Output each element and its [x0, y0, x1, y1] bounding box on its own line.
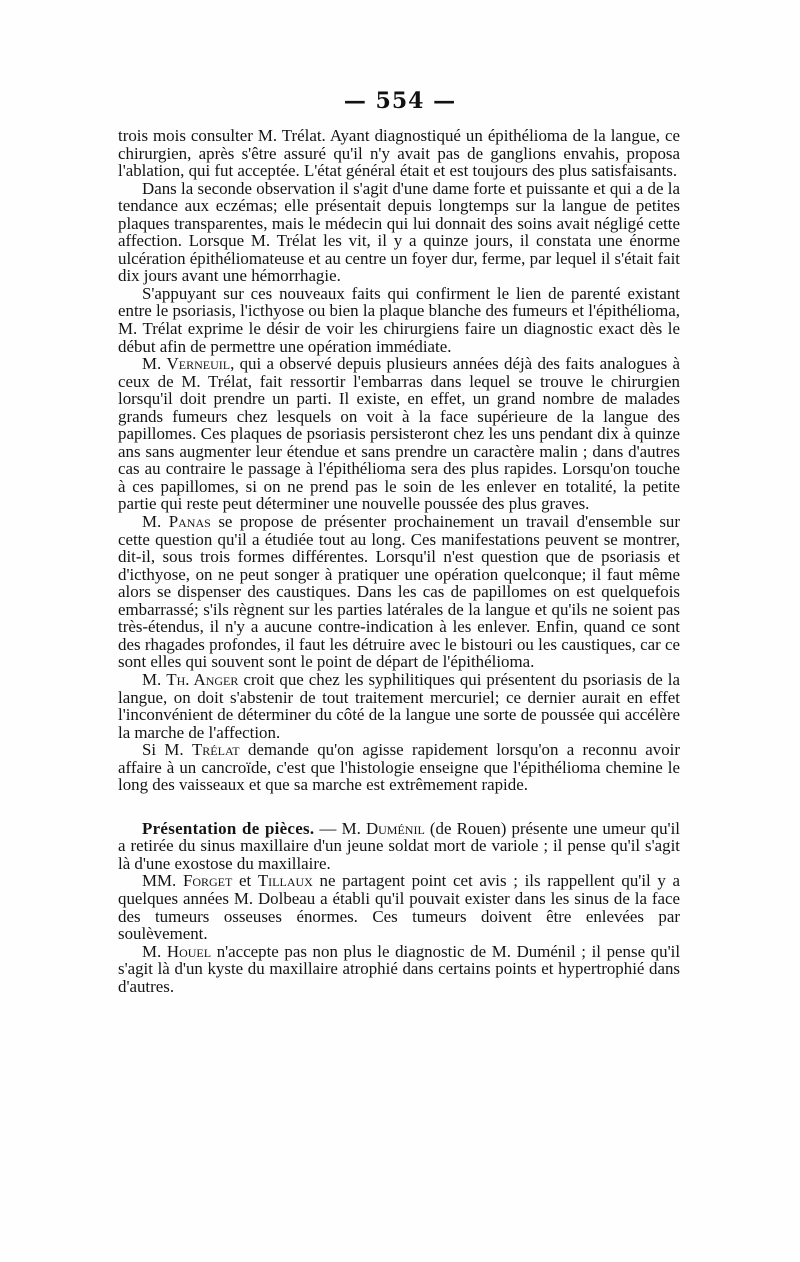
speaker-lead: — M. — [314, 818, 366, 838]
paragraph-houel — [118, 943, 680, 996]
paragraph-presentation-pieces — [118, 820, 680, 873]
connector-text: et — [232, 871, 258, 891]
speaker-lead: M. — [142, 354, 167, 374]
paragraph-text: croit que chez les syphilitiques qui présentent du psoriasis de la langue, on doit s'abstenir de tout traitement mercuriel; ce dernier aurait en effet l'inconvénient de déterminer du côté de la langue une sorte de poussée qui accélère la marche de l'affection. — [118, 669, 680, 742]
paragraph-text: se propose de présenter prochainement un travail d'ensemble sur cette question qu'il a étudiée tout au long. Ces manifestations peuvent se montrer, dit-il, sous trois formes différentes. Lorsqu'il n'est question que de psoriasis et d'icthyose, on ne peut songer à pratiquer une opération quelconque; il faut même alors se dispenser des caustiques. Dans les cas de papillomes on est quelquefois embarrassé; s'ils règnent sur les parties latérales de la langue et qu'ils ne soient pas très-étendus, il n'y a aucune contre-indication à les enlever. Enfin, quand ce sont des rhagades profondes, il faut les détruire avec le bistouri ou les caustiques, car ce sont elles qui souvent sont le point de départ de l'épithélioma. — [118, 512, 681, 672]
paragraph-text: (de Rouen) présente une umeur qu'il a retirée du sinus maxillaire d'un jeune soldat mort de variole ; il pense qu'il s'agit là d'une exostose du maxillaire. — [118, 818, 680, 873]
speaker-lead: M. — [142, 669, 167, 689]
speaker-name: Verneuil — [166, 354, 231, 374]
paragraph-forget-tillaux — [118, 872, 680, 942]
paragraph-anger — [118, 671, 680, 741]
page-number: — 554 — — [343, 88, 457, 114]
section-heading: Présentation de pièces. — [142, 818, 315, 838]
section-gap — [118, 794, 680, 820]
paragraph-text: demande qu'on agisse rapidement lorsqu'on a reconnu avoir affaire à un cancroïde, c'est que l'histologie enseigne que l'épithélioma chemine le long des vaisseaux et que sa marche est extrêmement rapide. — [118, 740, 680, 795]
speaker-name: Th. Anger — [166, 669, 239, 689]
paragraph-second-observation: Dans la seconde observation il s'agit d'une dame forte et puissante et qui a de la tendance aux eczémas; elle présentait depuis longtemps sur la langue de petites plaques transparentes, mais le médecin qui lui donnait des soins avait négligé cette affection. Lorsque M. Trélat les vit, il y a quinze jours, il constata une énorme ulcération épithéliomateuse et au centre un foyer dur, ferme, par lequel il s'était fait dix jours avant une hémorrhagie. — [118, 178, 680, 286]
speaker-name: Duménil — [365, 818, 425, 838]
speaker-name: Panas — [168, 512, 211, 532]
paragraph-text: ne partagent point cet avis ; ils rappellent qu'il y a quelques années M. Dolbeau a établi qu'il pouvait exister dans les sinus de la face des tumeurs osseuses énormes. Ces tumeurs doivent être enlevées par soulèvement. — [118, 871, 681, 944]
paragraph-continuation: trois mois consulter M. Trélat. Ayant diagnostiqué un épithélioma de la langue, ce chirurgien, après s'être assuré qu'il n'y avait pas de ganglions envahis, proposa l'ablation, qui fut acceptée. L'état général était et est toujours des plus satisfaisants. — [118, 126, 680, 181]
paragraph-text: n'accepte pas non plus le diagnostic de M. Duménil ; il pense qu'il s'agit là d'un kyste du maxillaire atrophié dans certains points et hypertrophié dans d'autres. — [118, 941, 681, 996]
speaker-name: Houel — [166, 941, 212, 961]
paragraph-trelat-reply — [118, 741, 680, 794]
paragraph-panas — [118, 513, 680, 671]
paragraph-verneuil — [118, 355, 680, 513]
paragraph-trelat-diagnosis: S'appuyant sur ces nouveaux faits qui confirment le lien de parenté existant entre le psoriasis, l'icthyose ou bien la plaque blanche des fumeurs et l'épithélioma, M. Trélat exprime le désir de voir les chirurgiens faire un diagnostic exact dès le début afin de permettre une opération immédiate. — [118, 283, 680, 356]
speaker-lead: MM. — [142, 871, 183, 891]
speaker-name: Trélat — [191, 740, 240, 760]
speaker-name: Tillaux — [257, 871, 313, 891]
speaker-lead: Si M. — [142, 740, 192, 760]
speaker-name: Forget — [182, 871, 233, 891]
speaker-lead: M. — [142, 512, 169, 532]
body-text — [118, 127, 680, 995]
paragraph-text: , qui a observé depuis plusieurs années déjà des faits analogues à ceux de M. Trélat, fait ressortir l'embarras dans lequel se trouve le chirurgien lorsqu'il doit prendre un parti. Il existe, en effet, un grand nombre de malades grands fumeurs chez lesquels on voit à la face supérieure de la langue des papillomes. Ces plaques de psoriasis persisteront chez les uns pendant dix à quinze ans sans augmenter leur étendue et sans prendre un caractère malin ; dans d'autres cas au contraire le passage à l'épithélioma sera des plus rapides. Lorsqu'on touche à ces papillomes, si on ne prend pas le soin de les enlever en totalité, la petite partie qui reste peut déterminer une nouvelle poussée des plus graves. — [118, 354, 680, 514]
speaker-lead: M. — [142, 941, 167, 961]
